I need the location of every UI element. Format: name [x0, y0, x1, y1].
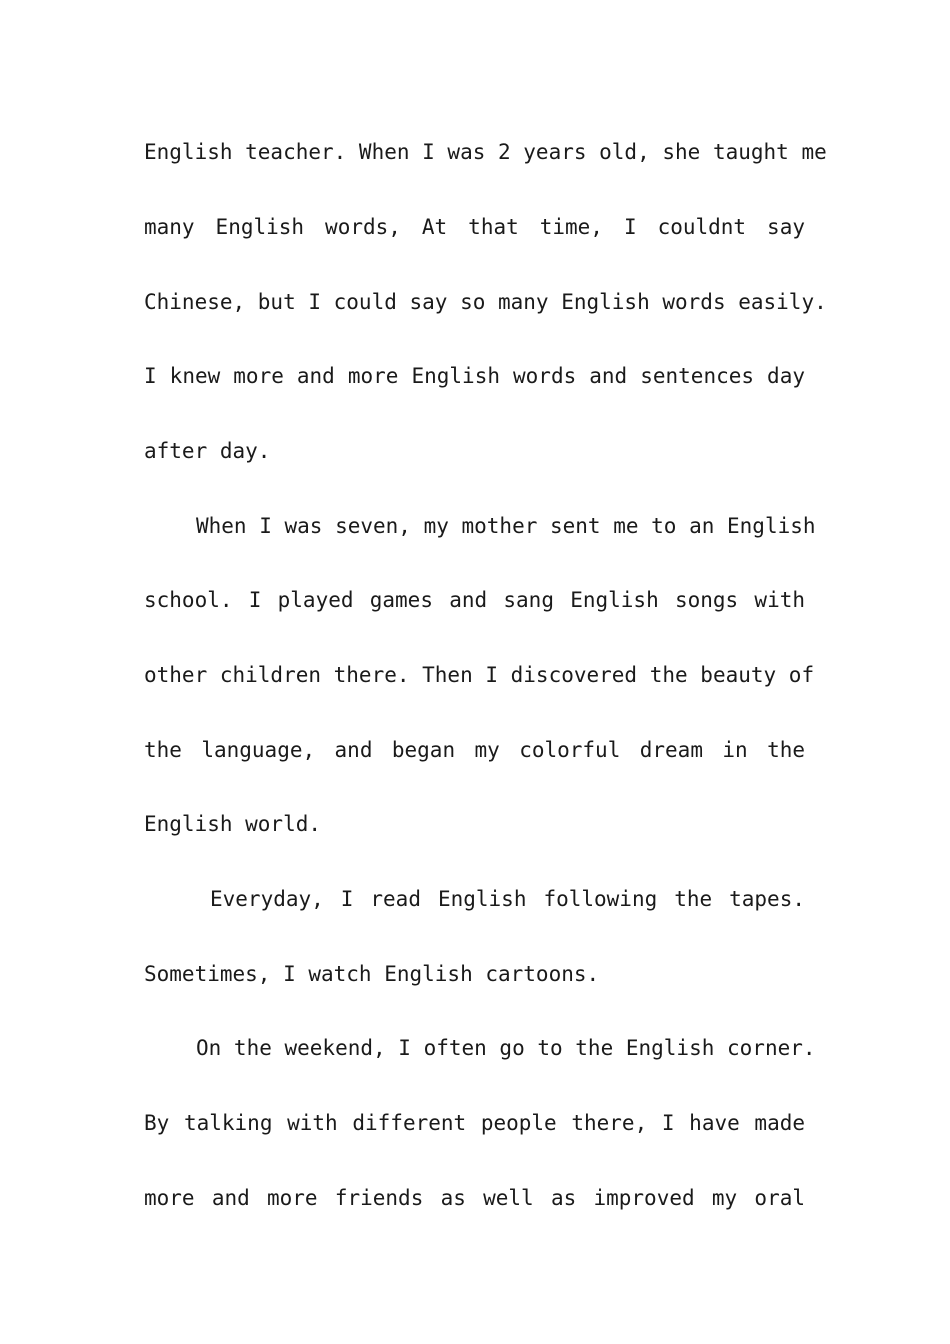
text-line: the language, and began my colorful dream in the	[144, 738, 805, 762]
paragraph-first-line: On the weekend, I often go to the English corner.	[196, 1036, 816, 1060]
text-line: English world.	[144, 812, 322, 836]
text-line: I knew more and more English words and sentences day	[144, 364, 805, 388]
text-line: Sometimes, I watch English cartoons.	[144, 962, 600, 986]
text-line: school. I played games and sang English songs with	[144, 588, 805, 612]
text-line: Chinese, but I could say so many English words easily.	[144, 290, 827, 314]
text-line: English teacher. When I was 2 years old, she taught me	[144, 140, 827, 164]
text-line: after day.	[144, 439, 271, 463]
paragraph-first-line: Everyday, I read English following the tapes.	[210, 887, 805, 911]
text-line: other children there. Then I discovered the beauty of	[144, 663, 815, 687]
text-line: many English words, At that time, I couldnt say	[144, 215, 805, 239]
text-line: more and more friends as well as improved my oral	[144, 1186, 805, 1210]
text-line: By talking with different people there, I have made	[144, 1111, 805, 1135]
paragraph-first-line: When I was seven, my mother sent me to an English	[196, 514, 816, 538]
